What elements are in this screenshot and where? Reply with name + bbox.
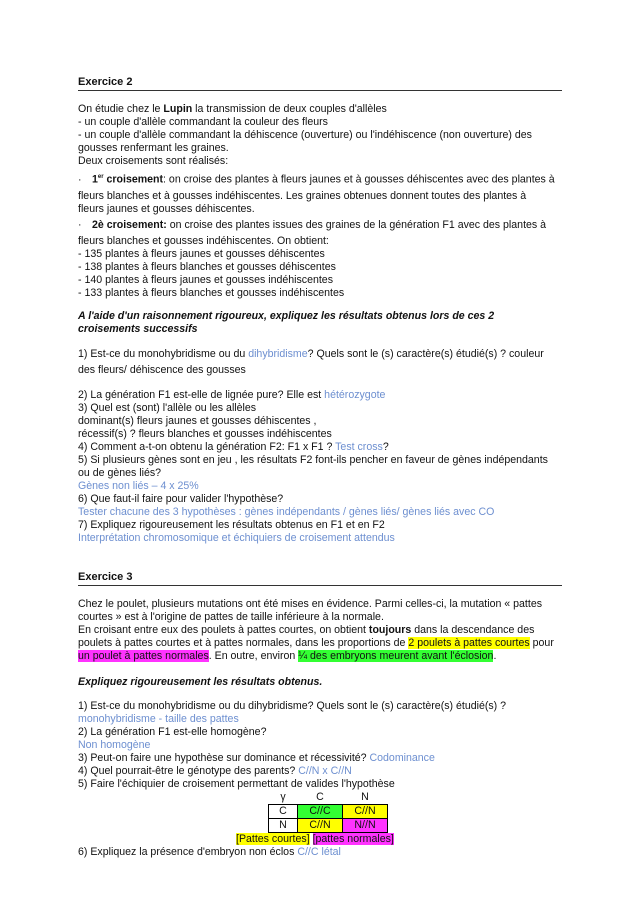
text: on croise des plantes issues des graines de la génération F1 avec des plantes à	[166, 218, 547, 231]
ex3-line: Chez le poulet, plusieurs mutations ont été mises en évidence. Parmi celles-ci, la mutation « pattes	[78, 597, 543, 610]
text: 2) La génération F1 est-elle de lignée pure? Elle est	[78, 388, 325, 401]
ex2-line: fleurs blanches et gousses indéhiscentes. On obtient:	[78, 234, 329, 247]
exercise-2-title: Exercice 2	[78, 76, 562, 91]
highlight-green: ¼ des embryons meurent avant l'éclosion	[298, 649, 494, 662]
ex2-question-1	[78, 348, 562, 361]
ex2-result: - 138 plantes à fleurs blanches et gousses déhiscentes	[78, 260, 336, 273]
ex2-question-4	[78, 441, 562, 454]
ex2-crossing-1	[78, 171, 562, 187]
bullet-icon: ·	[78, 173, 82, 186]
ex3-answer-2: Non homogène	[78, 738, 151, 751]
ex3-line: courtes » est à l'origine de pattes de taille inférieure à la normale.	[78, 610, 384, 623]
text: : on croise des plantes à fleurs jaunes et à gousses déhiscentes avec des plantes à	[163, 173, 555, 186]
bullet-icon: ·	[78, 218, 82, 231]
ex2-question-2	[78, 389, 562, 402]
ex2-question-3: 3) Quel est (sont) l'allèle ou les allèles	[78, 401, 257, 414]
answer-text: Test cross	[335, 440, 383, 453]
text: dans la descendance des	[411, 623, 535, 636]
ex2-result: - 135 plantes à fleurs jaunes et gousses déhiscentes	[78, 247, 325, 260]
document-page	[78, 76, 562, 859]
ex2-question-6: 6) Que faut-il faire pour valider l'hypothèse?	[78, 492, 284, 505]
text: pour	[529, 636, 554, 649]
text: 4) Quel pourrait-être le génotype des parents?	[78, 764, 299, 777]
text: 4) Comment a-t-on obtenu la génération F2: F1 x F1 ?	[78, 440, 336, 453]
ex2-crossing-2	[78, 219, 562, 232]
crossing-grid	[268, 791, 388, 833]
grid-row-header: C	[269, 804, 298, 818]
grid-cell: N//N	[343, 818, 388, 832]
grid-legend	[236, 833, 562, 846]
text: On étudie chez le	[78, 103, 164, 115]
legend-short: [Pattes courtes]	[236, 832, 310, 845]
legend-normal: [pattes normales]	[312, 832, 394, 845]
ex3-question-1: 1) Est-ce du monohybridisme ou du dihybridisme? Quels sont le (s) caractère(s) étudié(s) ?	[78, 699, 507, 712]
ex2-answer-6: Tester chacune des 3 hypothèses : gènes indépendants / gènes liés/ gènes liés avec CO	[78, 505, 495, 518]
text-bold: 2è croisement:	[92, 218, 167, 231]
answer-text: Codominance	[369, 751, 435, 764]
ex2-result: - 133 plantes à fleurs blanches et gousses indéhiscentes	[78, 286, 345, 299]
text: la transmission de deux couples d'allèles	[192, 103, 387, 115]
ex2-task: A l'aide d'un raisonnement rigoureux, expliquez les résultats obtenus lors de ces 2	[78, 309, 495, 322]
exercise-3-title: Exercice 3	[78, 571, 562, 586]
text: En croisant entre eux des poulets à pattes courtes, on obtient	[78, 623, 369, 636]
ex2-result: - 140 plantes à fleurs jaunes et gousses indéhiscentes	[78, 273, 334, 286]
text: 1) Est-ce du monohybridisme ou du	[78, 347, 249, 360]
ex3-line	[78, 650, 562, 663]
answer-text: C//N x C//N	[298, 764, 352, 777]
grid-col-header: C	[316, 790, 324, 803]
ex2-line: dominant(s) fleurs jaunes et gousses déhiscentes ,	[78, 414, 317, 427]
text: 1	[92, 173, 98, 186]
text: . En outre, environ	[208, 649, 299, 662]
text: ?	[382, 440, 389, 453]
highlight-yellow: 2 poulets à pattes courtes	[408, 636, 530, 649]
ex2-answer-5: Gènes non liés – 4 x 25%	[78, 479, 199, 492]
text-bold: croisement	[103, 173, 164, 186]
text: 6) Expliquez la présence d'embryon non éclos	[78, 845, 298, 858]
text-bold: Lupin	[163, 103, 193, 115]
ex2-line: des fleurs/ déhiscence des gousses	[78, 363, 246, 376]
ex3-question-5: 5) Faire l'échiquier de croisement permettant de valides l'hypothèse	[78, 777, 395, 790]
ex3-line	[78, 637, 562, 650]
grid-row-header: N	[269, 818, 298, 832]
answer-text: dihybridisme	[248, 347, 308, 360]
ex2-question-5: 5) Si plusieurs gènes sont en jeu , les résultats F2 font-ils pencher en faveur de gènes indépendants	[78, 453, 548, 466]
ex3-question-4	[78, 765, 562, 778]
grid-col-header: N	[361, 790, 369, 803]
answer-text: hétérozygote	[324, 388, 386, 401]
text: poulets à pattes courtes et à pattes normales, dans les proportions de	[78, 636, 409, 649]
text: 3) Peut-on faire une hypothèse sur dominance et récessivité?	[78, 751, 370, 764]
ex2-line: récessif(s) ? fleurs blanches et gousses indéhiscentes	[78, 427, 332, 440]
text: er	[97, 174, 104, 180]
ex2-line: - un couple d'allèle commandant la déhiscence (ouverture) ou l'indéhiscence (non ouverture) des	[78, 129, 532, 141]
answer-text: C//C létal	[297, 845, 341, 858]
text: .	[493, 649, 497, 662]
ex3-task: Expliquez rigoureusement les résultats obtenus.	[78, 675, 323, 688]
grid-cell: C//N	[298, 818, 343, 832]
ex3-line	[78, 624, 562, 637]
ex2-intro	[78, 103, 562, 116]
grid-corner: γ	[280, 790, 286, 803]
grid-cell: C//N	[343, 804, 388, 818]
ex3-question-3	[78, 752, 562, 765]
ex2-line: fleurs blanches et à gousses indéhiscentes. Les graines obtenues donnent toutes des plantes à	[78, 189, 527, 202]
ex2-question-7: 7) Expliquez rigoureusement les résultats obtenus en F1 et en F2	[78, 518, 385, 531]
ex3-answer-1: monohybridisme - taille des pattes	[78, 712, 239, 725]
grid-cell: C//C	[298, 804, 343, 818]
ex2-line: Deux croisements sont réalisés:	[78, 155, 229, 167]
ex2-line: fleurs jaunes et gousses déhiscentes.	[78, 202, 255, 215]
ex2-answer-7: Interprétation chromosomique et échiquiers de croisement attendus	[78, 531, 395, 544]
ex3-question-6	[78, 846, 562, 859]
text: ? Quels sont le (s) caractère(s) étudié(s) ? couleur	[307, 347, 544, 360]
ex2-line: ou de gènes liés?	[78, 466, 162, 479]
ex2-line: - un couple d'allèle commandant la couleur des fleurs	[78, 116, 328, 128]
ex2-line: gousses renfermant les graines.	[78, 142, 229, 154]
ex2-task: croisements successifs	[78, 322, 198, 335]
highlight-magenta: un poulet à pattes normales	[78, 649, 209, 662]
text-bold: toujours	[368, 623, 412, 636]
ex3-question-2: 2) La génération F1 est-elle homogène?	[78, 725, 267, 738]
